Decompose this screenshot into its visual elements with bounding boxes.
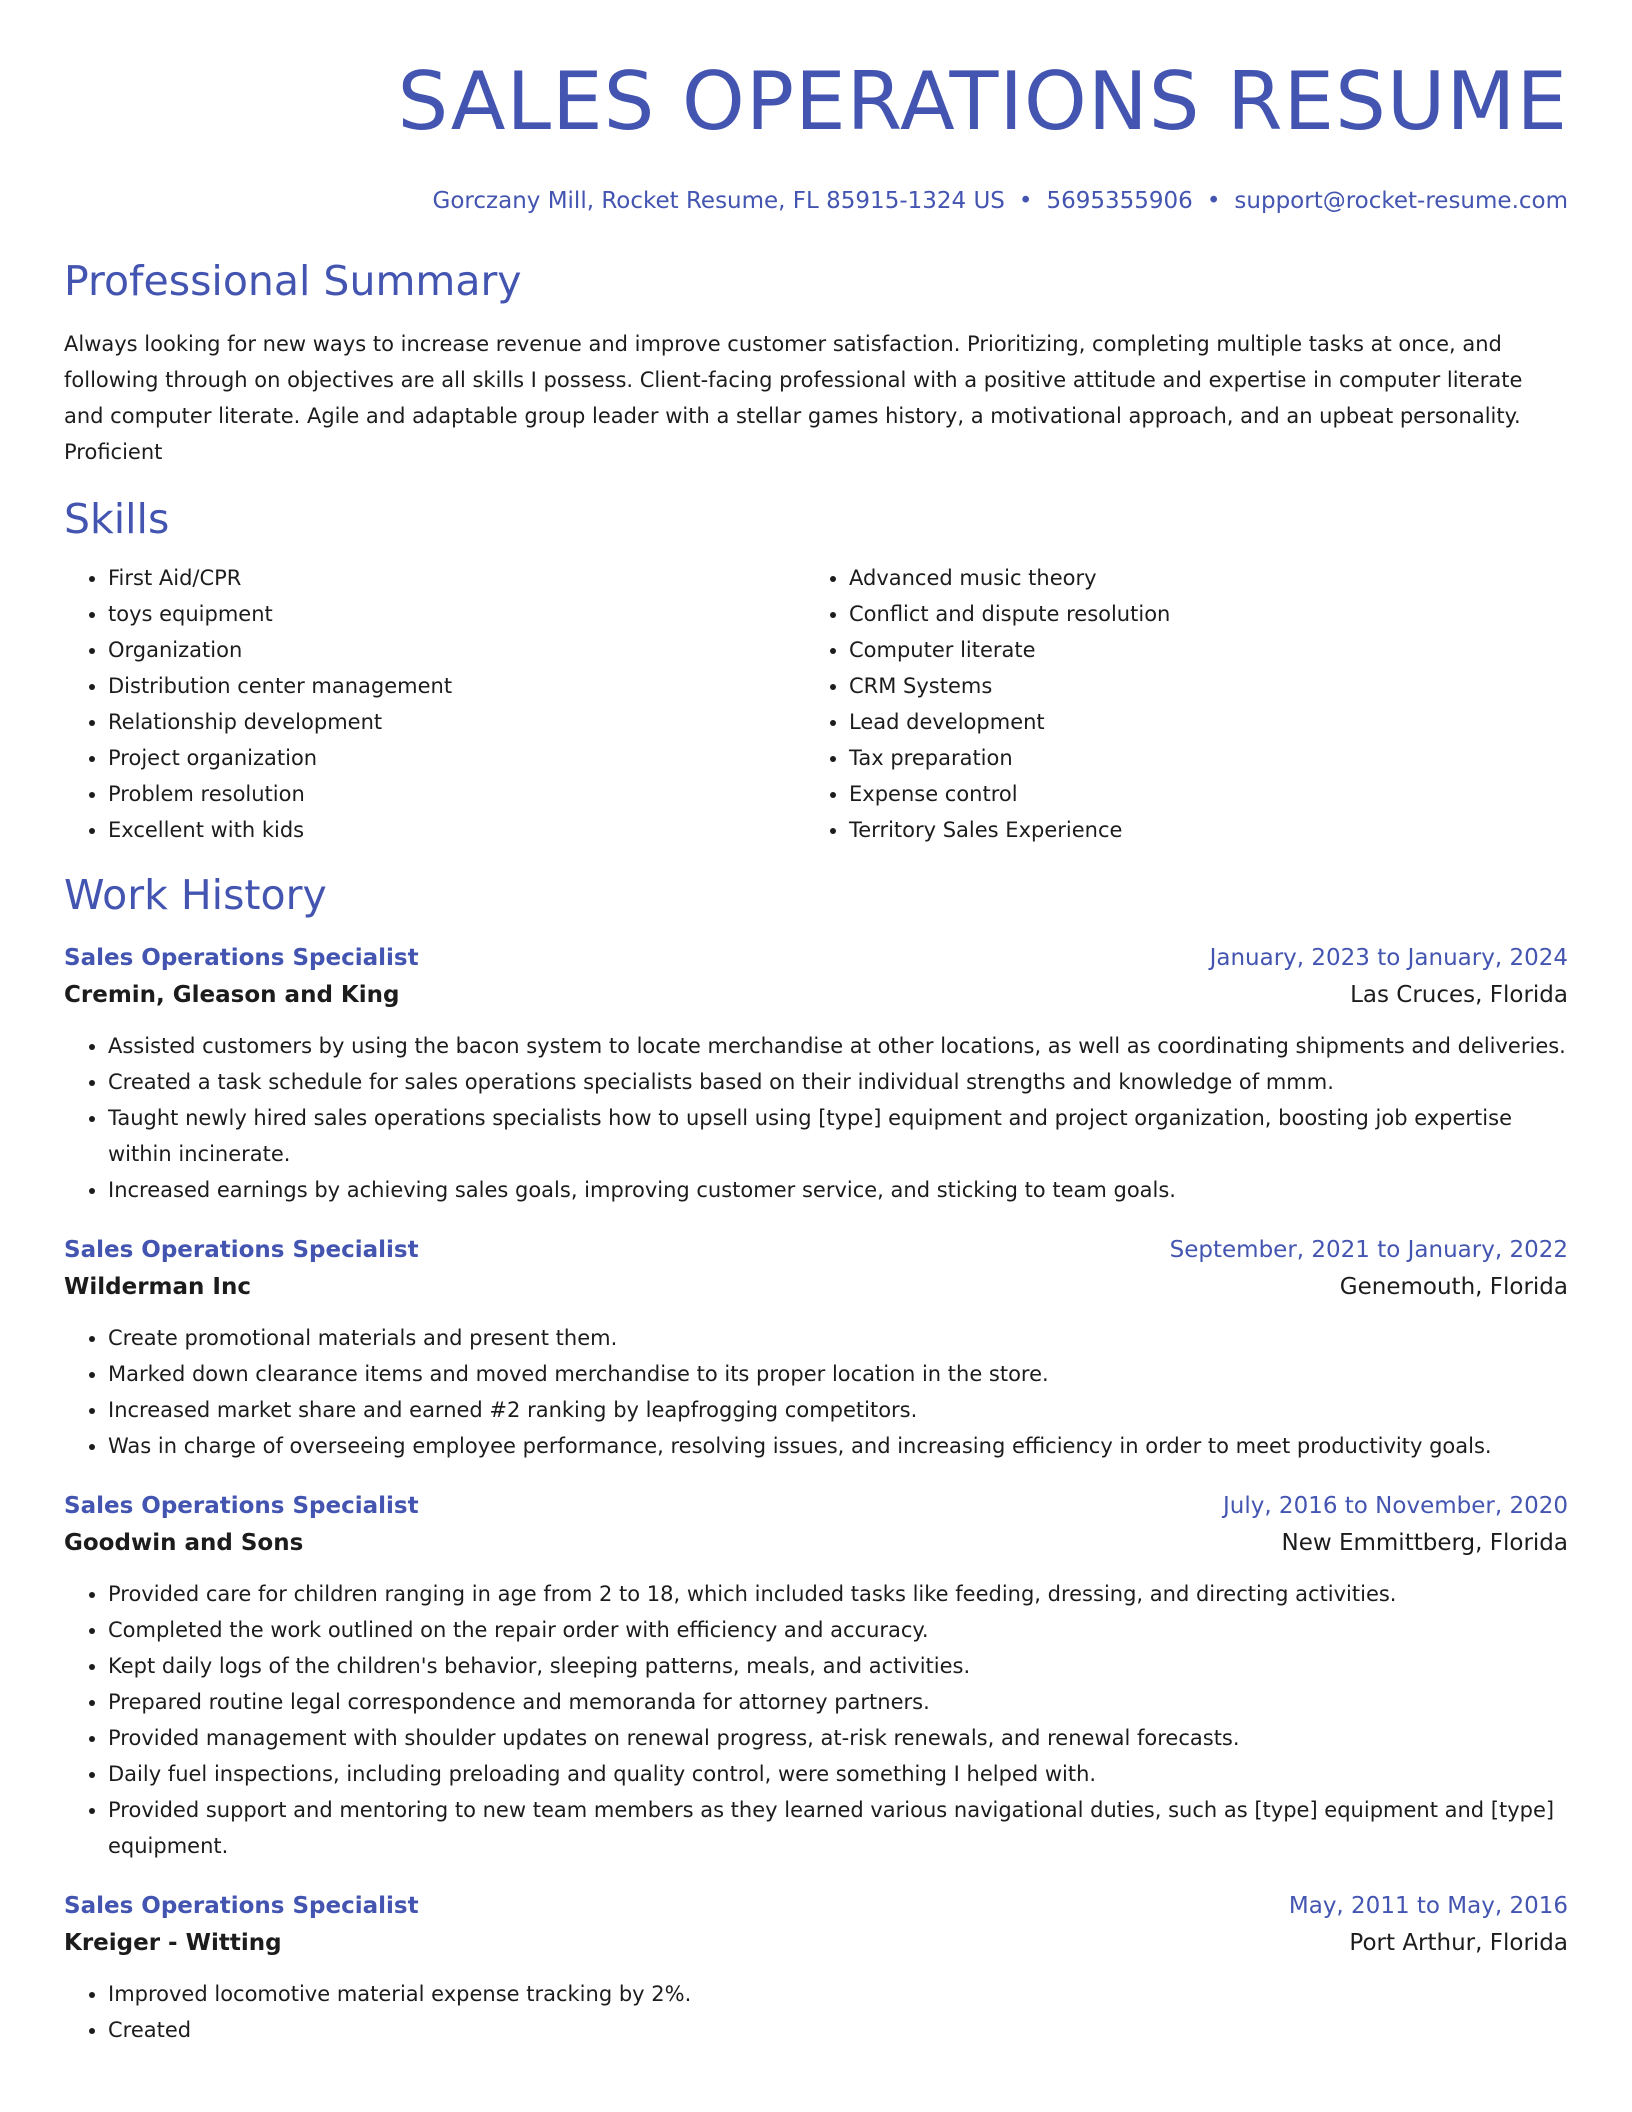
skill-item: • Problem resolution (108, 776, 805, 812)
skill-item: • Advanced music theory (849, 560, 1546, 596)
job-title: Sales Operations Specialist (64, 945, 419, 971)
job-bullet: • Improved locomotive material expense tracking by 2%. (108, 1976, 1568, 2012)
job-bullet: • Taught newly hired sales operations specialists how to upsell using [type] equipment and project organization, boosting job expertise within incinerate. (108, 1100, 1568, 1172)
separator: • (1206, 188, 1221, 214)
job-bullet: • Increased earnings by achieving sales goals, improving customer service, and sticking to team goals. (108, 1172, 1568, 1208)
contact-line (64, 186, 1568, 216)
job-bullet: • Kept daily logs of the children's behavior, sleeping patterns, meals, and activities. (108, 1648, 1568, 1684)
job-bullets (64, 1976, 1568, 2048)
skill-item: • Computer literate (849, 632, 1546, 668)
phone: 5695355906 (1046, 188, 1193, 214)
address: Gorczany Mill, Rocket Resume, FL 85915-1324 US (432, 188, 1005, 214)
job-dates: January, 2023 to January, 2024 (1209, 945, 1568, 971)
company-name: Cremin, Gleason and King (64, 982, 400, 1008)
company-name: Goodwin and Sons (64, 1530, 304, 1556)
job-bullet: • Provided care for children ranging in age from 2 to 18, which included tasks like feeding, dressing, and directing activities. (108, 1576, 1568, 1612)
job-entry (64, 940, 1568, 1208)
summary-text: Always looking for new ways to increase revenue and improve customer satisfaction. Prioritizing, completing multiple tasks at once, and following through on objectives are all skills I possess. Client-facing professional with a positive attitude and expertise in computer literate and computer literate. Agile and adaptable group leader with a stellar games history, a motivational approach, and an upbeat personality. Proficient (64, 332, 1523, 464)
skills-list (64, 560, 1568, 848)
job-bullet: • Completed the work outlined on the repair order with efficiency and accuracy. (108, 1612, 1568, 1648)
skill-item: • Tax preparation (849, 740, 1546, 776)
job-bullet: • Created (108, 2012, 1568, 2048)
job-location: Genemouth, Florida (1339, 1274, 1568, 1300)
job-bullet: • Provided management with shoulder updates on renewal progress, at-risk renewals, and renewal forecasts. (108, 1720, 1568, 1756)
company-name: Wilderman Inc (64, 1274, 251, 1300)
skills-column-right (805, 560, 1546, 848)
job-bullet: • Provided support and mentoring to new team members as they learned various navigational duties, such as [type] equipment and [type] equipment. (108, 1792, 1568, 1864)
skill-item: • CRM Systems (849, 668, 1546, 704)
job-entry (64, 1232, 1568, 1464)
section-title-summary: Professional Summary (64, 257, 522, 305)
skill-item: • Distribution center management (108, 668, 805, 704)
resume-header (64, 0, 1568, 216)
job-title: Sales Operations Specialist (64, 1893, 419, 1919)
job-dates: May, 2011 to May, 2016 (1288, 1893, 1568, 1919)
job-location: Port Arthur, Florida (1349, 1930, 1568, 1956)
job-dates: July, 2016 to November, 2020 (1222, 1493, 1568, 1519)
section-title-work-history: Work History (64, 871, 327, 919)
job-bullet: • Was in charge of overseeing employee performance, resolving issues, and increasing efficiency in order to meet productivity goals. (108, 1428, 1568, 1464)
skill-item: • Lead development (849, 704, 1546, 740)
job-bullets (64, 1320, 1568, 1464)
resume-page (64, 0, 1568, 2048)
skill-item: • Expense control (849, 776, 1546, 812)
skill-item: • First Aid/CPR (108, 560, 805, 596)
job-bullets (64, 1028, 1568, 1208)
company-name: Kreiger - Witting (64, 1930, 282, 1956)
job-entry (64, 1488, 1568, 1864)
job-bullet: • Marked down clearance items and moved merchandise to its proper location in the store. (108, 1356, 1568, 1392)
skill-item: • Project organization (108, 740, 805, 776)
email: support@rocket-resume.com (1234, 188, 1568, 214)
job-location: New Emmittberg, Florida (1281, 1530, 1568, 1556)
job-bullets (64, 1576, 1568, 1864)
skills-column-left (64, 560, 805, 848)
job-title: Sales Operations Specialist (64, 1237, 419, 1263)
job-bullet: • Daily fuel inspections, including preloading and quality control, were something I helped with. (108, 1756, 1568, 1792)
job-bullet: • Assisted customers by using the bacon system to locate merchandise at other locations, as well as coordinating shipments and deliveries. (108, 1028, 1568, 1064)
skill-item: • Conflict and dispute resolution (849, 596, 1546, 632)
job-bullet: • Created a task schedule for sales operations specialists based on their individual strengths and knowledge of mmm. (108, 1064, 1568, 1100)
skill-item: • Territory Sales Experience (849, 812, 1546, 848)
job-location: Las Cruces, Florida (1350, 982, 1568, 1008)
job-entry (64, 1888, 1568, 2048)
job-bullet: • Prepared routine legal correspondence and memoranda for attorney partners. (108, 1684, 1568, 1720)
resume-title: SALES OPERATIONS RESUME (397, 55, 1568, 148)
skill-item: • toys equipment (108, 596, 805, 632)
job-dates: September, 2021 to January, 2022 (1169, 1237, 1568, 1263)
skill-item: • Excellent with kids (108, 812, 805, 848)
skill-item: • Relationship development (108, 704, 805, 740)
job-bullet: • Increased market share and earned #2 ranking by leapfrogging competitors. (108, 1392, 1568, 1428)
section-title-skills: Skills (64, 495, 170, 543)
job-title: Sales Operations Specialist (64, 1493, 419, 1519)
job-bullet: • Create promotional materials and present them. (108, 1320, 1568, 1356)
separator: • (1018, 188, 1033, 214)
skill-item: • Organization (108, 632, 805, 668)
